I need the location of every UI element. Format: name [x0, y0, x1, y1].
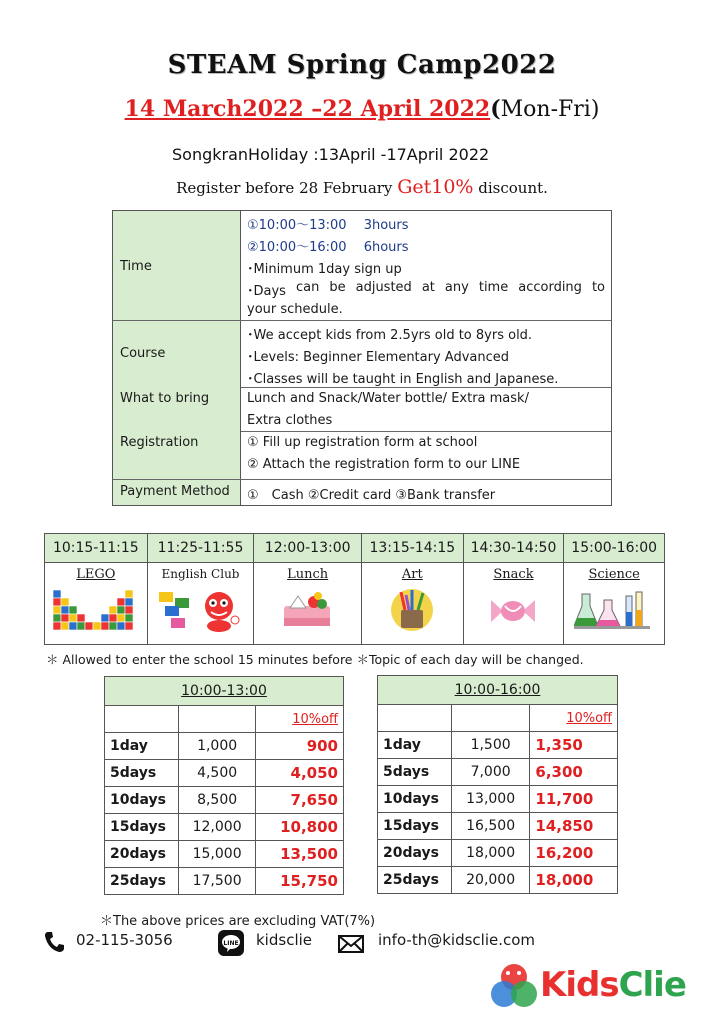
table-row: 1day 1,500 1,350 [378, 732, 618, 759]
bring-line-2: Extra clothes [247, 413, 333, 428]
time-schedule-line: your schedule. [247, 302, 343, 317]
schedule-slot-lego [45, 534, 148, 644]
course-age: ･We accept kids from 2.5yrs old to 8yrs old. [247, 328, 533, 343]
candy-icon [489, 594, 537, 628]
word: any [444, 280, 469, 295]
divider [113, 479, 611, 480]
logo-kids: Kids [540, 965, 619, 1005]
divider [241, 431, 611, 432]
logo-mark-icon [488, 961, 540, 1013]
slot-activity: LEGO [76, 567, 116, 582]
slot-time: 13:15-14:15 [362, 534, 463, 563]
price-table-3hours [104, 676, 344, 895]
table-row: 10days 8,500 7,650 [105, 787, 344, 814]
payment-methods: ① Cash ②Credit card ③Bank transfer [247, 488, 496, 503]
slot-time: 15:00-16:00 [564, 534, 664, 563]
logo-clie: Clie [618, 965, 686, 1005]
course-levels: ･Levels: Beginner Elementary Advanced [247, 350, 510, 365]
word: be [329, 280, 346, 295]
paren-open: ( [490, 96, 501, 122]
table-row: 5days 4,500 4,050 [105, 760, 344, 787]
line-id[interactable]: kidsclie [256, 931, 313, 949]
table-row: 10days 13,000 11,700 [378, 786, 618, 813]
slot-time: 14:30-14:50 [464, 534, 564, 563]
lunchbox-icon [278, 588, 338, 630]
daily-schedule [44, 533, 665, 645]
schedule-slot-art [362, 534, 464, 644]
register-pre: Register before 28 February [176, 179, 398, 197]
lego-blocks-icon [53, 588, 139, 630]
time-option-1: ①10:00～13:00 3hours [247, 218, 409, 233]
slot-activity: Art [401, 567, 423, 582]
registration-step-1: ① Fill up registration form at school [247, 435, 478, 450]
phone-number[interactable]: 02-115-3056 [76, 931, 173, 949]
slot-time: 12:00-13:00 [254, 534, 361, 563]
slot-time: 11:25-11:55 [148, 534, 254, 563]
table-row: 20days 15,000 13,500 [105, 841, 344, 868]
price-table-6hours [377, 675, 618, 894]
flasks-icon [574, 588, 654, 630]
schedule-slot-science [564, 534, 664, 644]
date-range: 14 March2022 –22 April 2022 [124, 96, 491, 122]
divider [241, 387, 611, 388]
slot-activity: Science [588, 567, 640, 582]
register-note [0, 176, 724, 198]
time-label: Time [120, 259, 152, 274]
slot-activity: Lunch [287, 567, 329, 582]
vat-note: ＊The above prices are excluding VAT(7%) [100, 914, 376, 929]
course-language: ･Classes will be taught in English and Japanese. [247, 372, 559, 387]
bring-label: What to bring [120, 391, 210, 406]
camp-dates [0, 96, 724, 122]
table-row: 25days 20,000 18,000 [378, 867, 618, 894]
word: at [421, 280, 435, 295]
time-option-2: ②10:00～16:00 6hours [247, 240, 409, 255]
table-row: 25days 17,500 15,750 [105, 868, 344, 895]
course-label: Course [120, 346, 166, 361]
schedule-slot-lunch [254, 534, 362, 644]
discount-label: 10%off [256, 706, 344, 733]
slot-activity: English Club [161, 567, 240, 581]
discount-label: 10%off [530, 705, 618, 732]
word: adjusted [355, 280, 412, 295]
line-app-icon [218, 930, 244, 956]
mail-icon [338, 935, 364, 953]
abc-monster-icon [155, 586, 247, 634]
kidsclie-logo [488, 961, 688, 1013]
table-header: 10:00-16:00 [378, 676, 618, 705]
table-row: 5days 7,000 6,300 [378, 759, 618, 786]
holiday-note: SongkranHoliday :13April -17April 2022 [172, 145, 490, 164]
table-row: 20days 18,000 16,200 [378, 840, 618, 867]
registration-label: Registration [120, 435, 199, 450]
payment-label: Payment Method [120, 484, 230, 499]
weekdays: Mon-Fri) [500, 97, 600, 122]
discount-highlight: Get10% [397, 176, 474, 198]
camp-title: STEAM Spring Camp2022 [167, 50, 557, 80]
svg-text:LINE: LINE [223, 940, 239, 947]
divider [113, 320, 611, 321]
email-address[interactable]: info-th@kidsclie.com [378, 931, 536, 949]
register-post: discount. [473, 179, 548, 197]
slot-time: 10:15-11:15 [45, 534, 147, 563]
word: ･Days [247, 284, 286, 299]
schedule-slot-english [148, 534, 255, 644]
word: according [518, 280, 582, 295]
word: can [295, 280, 320, 295]
registration-step-2: ② Attach the registration form to our LINE [247, 457, 521, 472]
word: to [591, 280, 605, 295]
info-table [112, 210, 612, 506]
phone-icon [44, 931, 64, 953]
schedule-slot-snack [464, 534, 565, 644]
table-row: 15days 16,500 14,850 [378, 813, 618, 840]
schedule-note: ＊ Allowed to enter the school 15 minutes before ＊Topic of each day will be changed. [46, 652, 584, 667]
logo-text [540, 965, 686, 1005]
word: time [478, 280, 509, 295]
time-adjust-line [247, 280, 605, 299]
table-row: 15days 12,000 10,800 [105, 814, 344, 841]
paint-brushes-icon [387, 586, 437, 632]
table-header: 10:00-13:00 [105, 677, 344, 706]
slot-activity: Snack [493, 567, 534, 582]
time-min-signup: ･Minimum 1day sign up [247, 262, 402, 277]
table-row: 1day 1,000 900 [105, 733, 344, 760]
bring-line-1: Lunch and Snack/Water bottle/ Extra mask/ [247, 391, 529, 406]
